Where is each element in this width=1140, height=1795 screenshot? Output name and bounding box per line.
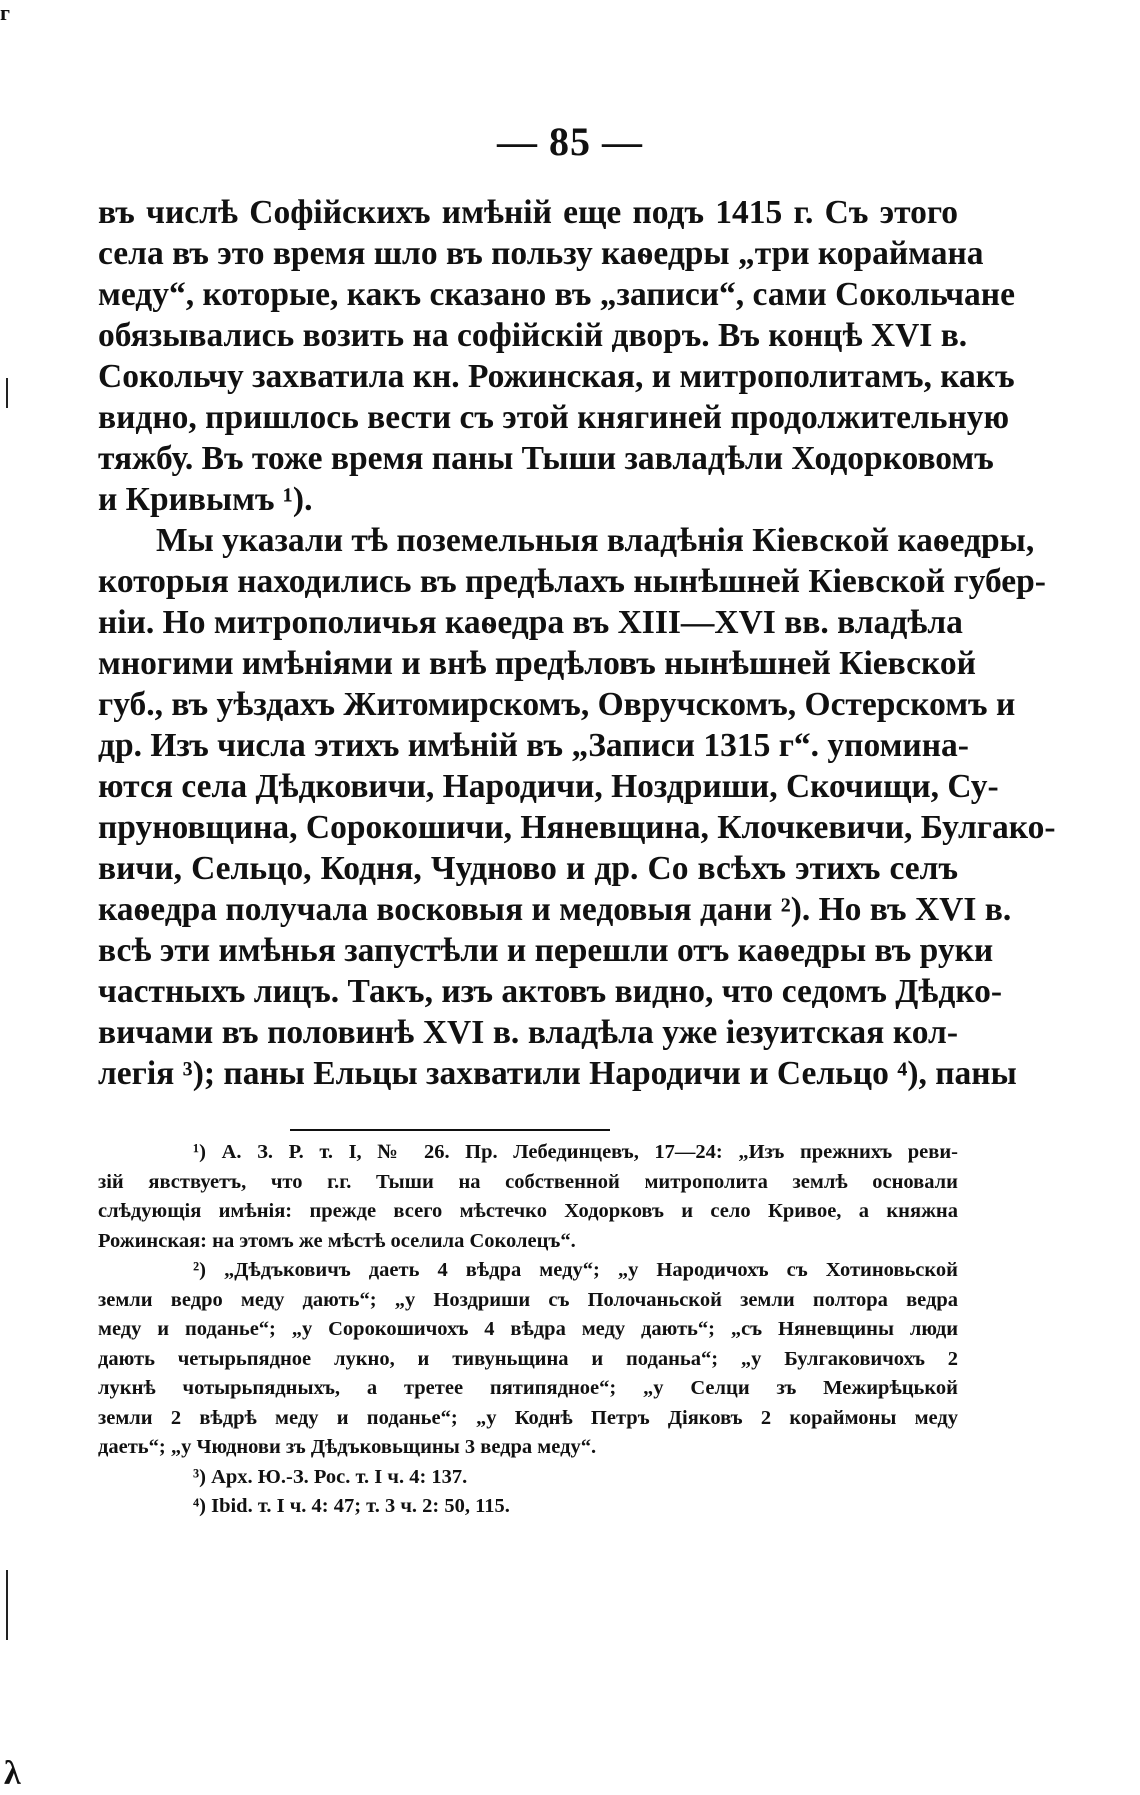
footnote-line: ²) „Дѣдъковичъ даеть 4 вѣдра меду“; „у Народичохъ съ Хотиновьской <box>193 1259 958 1281</box>
margin-scan-mark <box>6 378 8 408</box>
main-text-line: вичи, Сельцо, Кодня, Чудново и др. Со всѣхъ этихъ селъ <box>98 850 958 887</box>
main-text-line: Сокольчу захватила кн. Рожинская, и митрополитамъ, какъ <box>98 358 1015 395</box>
footnote-line: ⁴) Ibid. т. I ч. 4: 47; т. 3 ч. 2: 50, 115. <box>193 1495 510 1517</box>
main-text-line: Мы указали тѣ поземельныя владѣнія Кіевской каѳедры, <box>156 522 1035 559</box>
main-text-line: всѣ эти имѣнья запустѣли и перешли отъ каѳедры въ руки <box>98 932 994 969</box>
main-text-line: ніи. Но митрополичья каѳедра въ XIII—XVI вв. владѣла <box>98 604 963 641</box>
corner-scan-mark: г <box>0 0 10 25</box>
footnote-line: зій явствуетъ, что г.г. Тыши на собственной митрополита землѣ основали <box>98 1170 958 1193</box>
footnote-line: лукнѣ чотырьпядныхъ, а третее пятипядное“; „у Селци зъ Межирѣцькой <box>98 1377 958 1399</box>
main-text-line: обязывались возить на софійскій дворъ. Въ концѣ XVI в. <box>98 317 968 354</box>
main-text-line: ются села Дѣдковичи, Народичи, Ноздриши, Скочищи, Су- <box>98 768 999 805</box>
main-text-line: видно, пришлось вести съ этой княгиней продолжительную <box>98 399 1010 436</box>
main-text <box>98 192 1056 1094</box>
footnote-line: слѣдующія имѣнія: прежде всего мѣстечко Ходорковъ и село Кривое, а княжна <box>98 1200 958 1222</box>
main-text-line: и Кривымъ ¹). <box>98 481 313 518</box>
main-text-line: меду“, которые, какъ сказано въ „записи“, сами Сокольчане <box>98 276 1015 313</box>
margin-scan-mark <box>6 1570 8 1640</box>
main-text-line: въ числѣ Софійскихъ имѣній еще подъ 1415 г. Съ этого <box>98 194 958 231</box>
page-number: — 85 — <box>497 119 643 164</box>
main-text-line: пруновщина, Сорокошичи, Няневщина, Клочкевичи, Булгако- <box>98 809 1056 846</box>
main-text-line: губ., въ уѣздахъ Житомирскомъ, Овручскомъ, Остерскомъ и <box>98 686 1016 723</box>
footnote-line: ¹) А. З. Р. т. I, № 26. Пр. Лебединцевъ, 17—24: „Изъ прежнихъ реви- <box>193 1141 958 1163</box>
main-text-line: многими имѣніями и внѣ предѣловъ нынѣшней Кіевской <box>98 645 976 682</box>
main-text-line: села въ это время шло въ пользу каѳедры „три кораймана <box>98 235 984 272</box>
footnote-line: дають четырьпядное лукно, и тивуньщина и поданьа“; „у Булгаковичохъ 2 <box>98 1347 958 1370</box>
main-text-line: которыя находились въ предѣлахъ нынѣшней Кіевской губер- <box>98 563 1046 600</box>
main-text-line: др. Изъ числа этихъ имѣній въ „Записи 1315 г“. упомина- <box>98 727 969 764</box>
corner-scan-mark: λ <box>4 1755 21 1792</box>
footnote-line: меду и поданье“; „у Сорокошичохъ 4 вѣдра меду дають“; „съ Няневщины люди <box>98 1318 958 1340</box>
footnote-line: ³) Арх. Ю.-З. Рос. т. I ч. 4: 137. <box>193 1465 468 1488</box>
footnote-line: Рожинская: на этомъ же мѣстѣ оселила Соколецъ“. <box>98 1229 576 1252</box>
main-text-line: каѳедра получала восковыя и медовыя дани ²). Но въ XVI в. <box>98 891 1012 928</box>
main-text-line: легія ³); паны Ельцы захватили Народичи и Сельцо ⁴), паны <box>98 1055 1017 1092</box>
footnote-line: земли 2 вѣдрѣ меду и поданье“; „у Коднѣ Петръ Діяковъ 2 кораймоны меду <box>98 1406 958 1429</box>
main-text-line: частныхъ лицъ. Такъ, изъ актовъ видно, что седомъ Дѣдко- <box>98 973 1003 1010</box>
main-text-line: вичами въ половинѣ XVI в. владѣла уже іезуитская кол- <box>98 1014 958 1051</box>
footnotes <box>98 1138 958 1522</box>
footnote-line: даеть“; „у Чюднови зъ Дѣдъковьщины 3 ведра меду“. <box>98 1436 597 1458</box>
main-text-line: тяжбу. Въ тоже время паны Тыши завладѣли Ходорковомъ <box>98 440 994 477</box>
footnote-line: земли ведро меду дають“; „у Ноздриши съ Полочаньской земли полтора ведра <box>98 1288 958 1311</box>
footnote-divider <box>290 1129 610 1131</box>
